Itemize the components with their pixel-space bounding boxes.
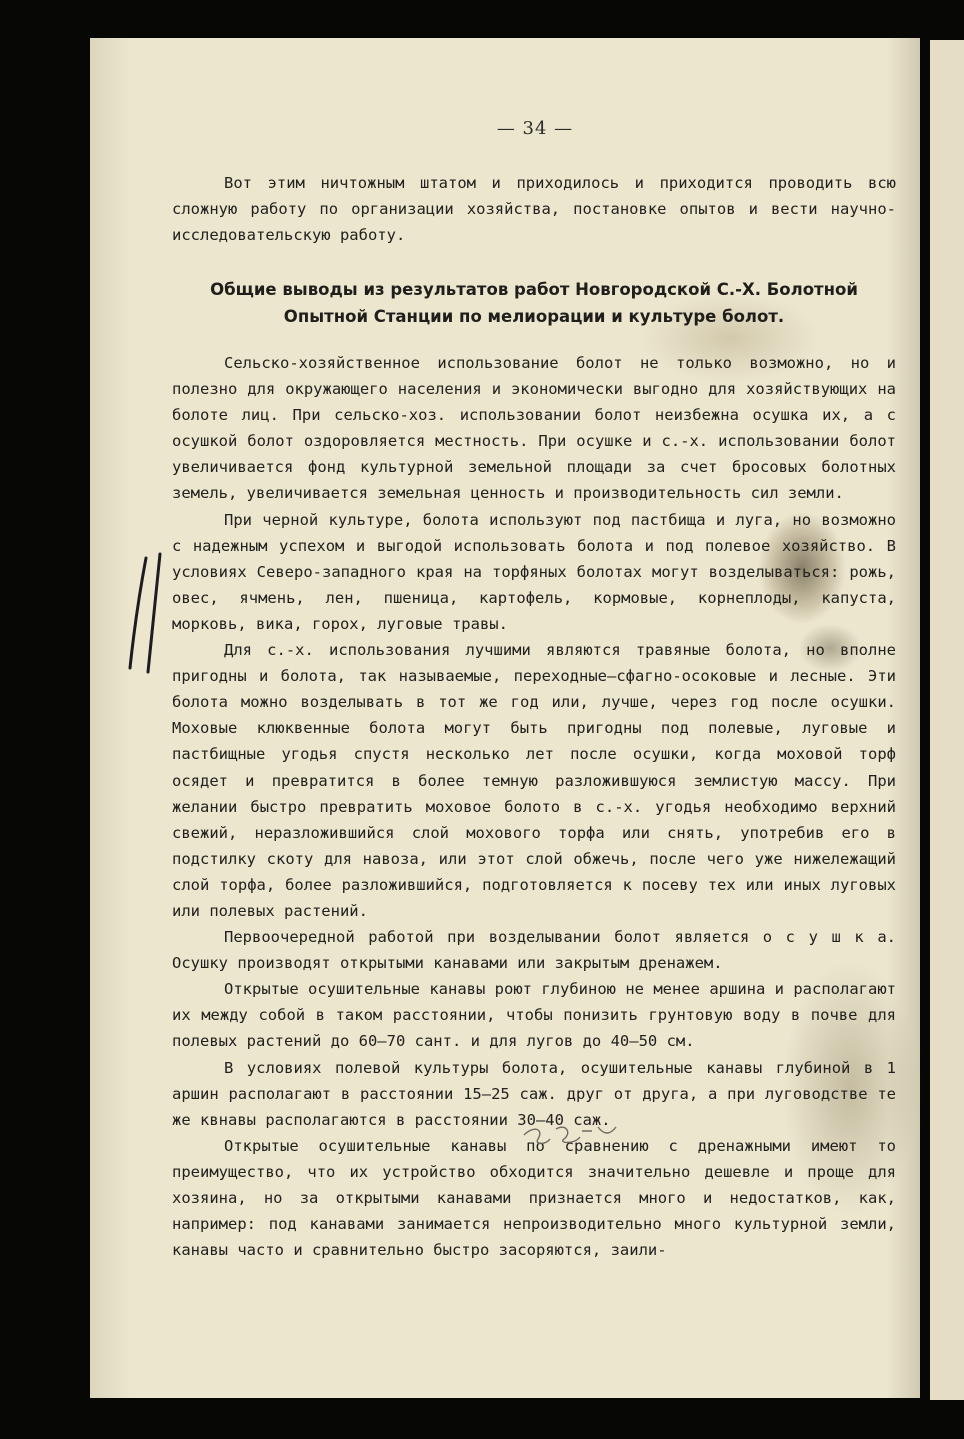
paragraph-5: Открытые осушительные канавы роют глубиною не менее аршина и располагают их между собой в таком расстоянии, чтобы понизить грунтовую воду в почве для полевых растений до 60—70 сант. и для лугов до 40—50 см. — [172, 980, 896, 1051]
paragraph-1: Сельско-хозяйственное использование болот не только возможно, но и полезно для окружающего населения и экономически выгодно для хозяйствующих на болоте лиц. При сельско-хоз. использовании болот неизбежна осушка их, а с осушкой болот оздоровляется местность. При осушке и с.-х. использовании болот увеличивается фонд культурной земельной площади за счет бросовых болотных земель, увеличивается земельная ценность и производительность сил земли. — [172, 354, 896, 503]
pencil-annotation — [520, 1117, 640, 1177]
paragraph-7: Открытые осушительные канавы по сравнению с дренажными имеют то преимущество, что их устройство обходится значительно дешевле и проще для хозяина, но за открытыми канавами признается много и недостатков, как, например: под канавами занимается непроизводительно много культурной земли, канавы часто и сравнительно быстро засоряются, заили- — [172, 1136, 896, 1260]
paragraph-3: Для с.-х. использования лучшими являются травяные болота, но вполне пригодны и болота, так называемые, переходные—сфагно-осоковые и лесные. Эти болота можно возделывать в тот же год или, лучше, через год после осушки. Моховые клюквенные болота могут быть пригодны под полевые, луговые и пастбищные угодья спустя несколько лет после осушки, когда моховой торф осядет и превратится в более темную разложившуюся землистую массу. При желании быстро превратить моховое болото в с.-х. угодья необходимо верхний свежий, неразложившийся слой мохового торфа или снять, употребив его в подстилку скоту для навоза, или этот слой обжечь, после чего уже нижележащий слой торфа, более разложившийся, подготовляется к посеву тех или иных луговых или полевых растений. — [172, 641, 896, 920]
facing-page-edge — [930, 40, 964, 1400]
section-heading: Общие выводы из результатов работ Новгородской С.-Х. Болотной Опытной Станции по мелиорации и культуре болот. — [210, 280, 858, 326]
paragraph-6: В условиях полевой культуры болота, осушительные канавы глубиной в 1 аршин располагают в расстоянии 15—25 саж. друг от друга, а при луговодстве те же квнавы располагаются в расстоянии 30—40 саж. — [172, 1058, 896, 1129]
paragraph-2: При черной культуре, болота используют под пастбища и луга, но возможно с надежным успехом и выгодой использовать болота и под полевое хозяйство. В условиях Северо-западного края на торфяных болотах могут возделываться: рожь, овес, ячмень, лен, пшеница, картофель, кормовые, корнеплоды, капуста, морковь, вика, горох, луговые травы. — [172, 510, 896, 633]
paragraph-4: Первоочередной работой при возделывании болот является о с у ш к а. Осушку производят открытыми канавами или закрытым дренажем. — [172, 928, 896, 973]
page-number: — 34 — — [496, 118, 574, 139]
intro-paragraph: Вот этим ничтожным штатом и приходилось и приходится проводить всю сложную работу по организации хозяйства, постановке опытов и вести научно-исследовательскую работу. — [172, 174, 896, 245]
margin-ink-mark — [118, 550, 178, 680]
